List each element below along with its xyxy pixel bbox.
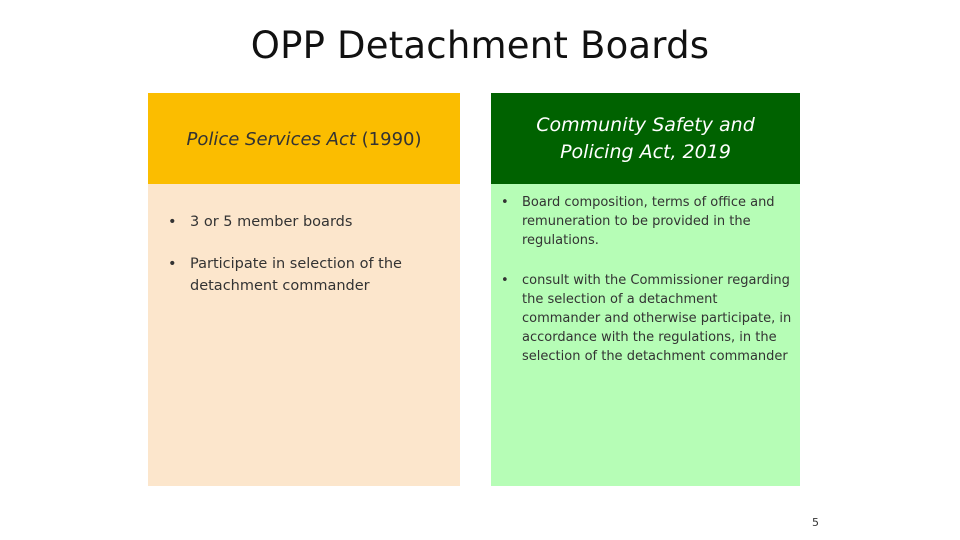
psa-panel-header <box>148 93 460 184</box>
bullet-text: Participate in selection of the detachment commander <box>190 256 402 294</box>
bullet-icon: • <box>168 256 177 272</box>
psa-bullet-list <box>168 211 448 317</box>
bullet-icon: • <box>501 195 509 210</box>
psa-heading <box>186 127 421 150</box>
list-item <box>168 253 448 297</box>
bullet-text: consult with the Commissioner regarding the selection of a detachment commander and otherwise participate, in accordance with the regulations, in the selection of the detachment commander <box>522 272 792 365</box>
page-number: 5 <box>812 516 819 529</box>
psa-heading-year: (1990) <box>355 129 422 150</box>
psa-panel <box>148 93 460 486</box>
cspa-panel-header <box>491 93 800 184</box>
list-item <box>168 211 448 233</box>
slide-title: OPP Detachment Boards <box>250 24 710 67</box>
psa-heading-act: Police Services Act <box>186 129 356 150</box>
list-item <box>501 271 793 367</box>
bullet-text: 3 or 5 member boards <box>190 214 353 230</box>
bullet-icon: • <box>501 272 509 288</box>
cspa-bullet-list <box>501 193 793 387</box>
cspa-panel <box>491 93 800 486</box>
list-item <box>501 193 793 251</box>
bullet-icon: • <box>168 214 177 230</box>
cspa-heading: Community Safety and Policing Act, 2019 <box>536 113 755 163</box>
bullet-text: Board composition, terms of office and remuneration to be provided in the regulations. <box>522 195 775 249</box>
